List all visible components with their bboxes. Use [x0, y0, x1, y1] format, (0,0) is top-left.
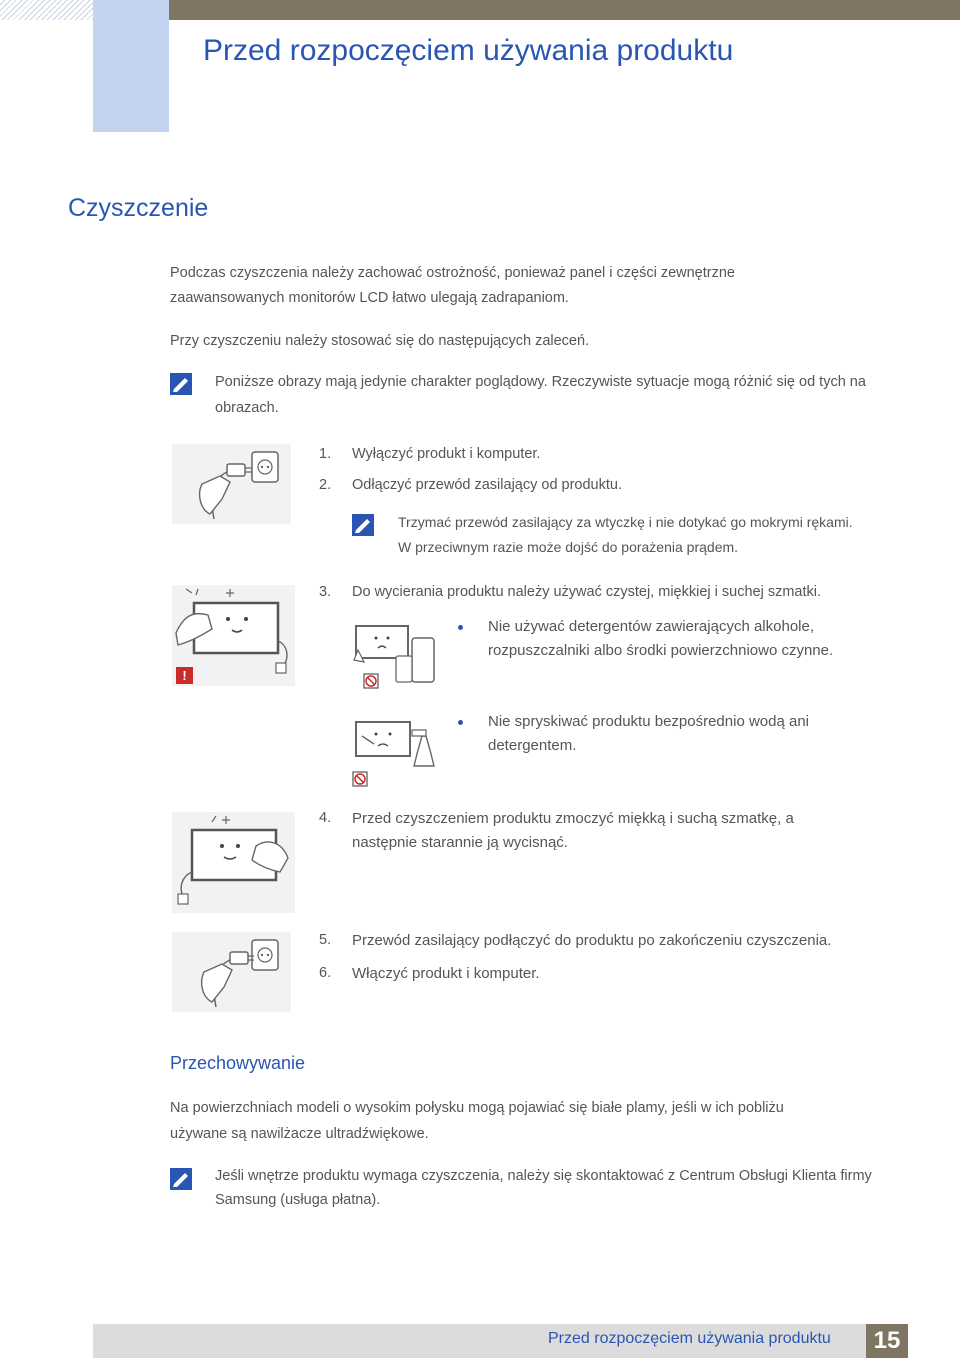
step-text: Wyłączyć produkt i komputer.	[352, 446, 541, 462]
detergent-illustration	[352, 620, 438, 692]
note-icon	[170, 373, 192, 395]
footer-title: Przed rozpoczęciem używania produktu	[548, 1330, 831, 1347]
step-number: 2.	[319, 477, 332, 493]
header-tab-decoration	[93, 0, 169, 132]
bullet2-text-line2: detergentem.	[488, 737, 577, 754]
step-number: 1.	[319, 446, 332, 462]
storage-note-line2: Samsung (usługa płatna).	[215, 1192, 381, 1208]
unplug-illustration	[172, 444, 291, 524]
page-title: Przed rozpoczęciem używania produktu	[203, 34, 734, 67]
note2-text-line1: Trzymać przewód zasilający za wtyczkę i nie dotykać go mokrymi rękami.	[398, 514, 853, 530]
bullet2-text-line1: Nie spryskiwać produktu bezpośrednio wodą ani	[488, 713, 810, 730]
plug-in-illustration	[172, 932, 291, 1012]
step-text: Do wycierania produktu należy używać czystej, miękkiej i suchej szmatki.	[352, 584, 822, 600]
storage-heading: Przechowywanie	[170, 1053, 306, 1073]
header-bar	[169, 0, 960, 20]
note1-text-line1: Poniższe obrazy mają jedynie charakter poglądowy. Rzeczywiste sytuacje mogą różnić się od tych na	[215, 374, 866, 390]
note2-text-line2: W przeciwnym razie może dojść do porażenia prądem.	[398, 539, 739, 555]
step-text: Przewód zasilający podłączyć do produktu po zakończeniu czyszczenia.	[352, 932, 832, 949]
bullet1-text-line2: rozpuszczalniki albo środki powierzchniowo czynne.	[488, 642, 834, 659]
storage-text-line1: Na powierzchniach modeli o wysokim połysku mogą pojawiać się białe plamy, jeśli w ich pobliżu	[170, 1100, 784, 1116]
step-text: Włączyć produkt i komputer.	[352, 965, 540, 982]
step-number: 3.	[319, 584, 332, 600]
warning-icon: !	[176, 667, 193, 684]
note-icon	[352, 514, 374, 536]
intro-text-line2: zaawansowanych monitorów LCD łatwo ulegają zadrapaniom.	[170, 290, 569, 306]
damp-cloth-illustration	[172, 812, 295, 913]
page-number: 15	[866, 1324, 908, 1358]
storage-note-line1: Jeśli wnętrze produktu wymaga czyszczenia, należy się skontaktować z Centrum Obsługi Klienta firmy	[215, 1168, 872, 1184]
intro-text-line1: Podczas czyszczenia należy zachować ostrożność, ponieważ panel i części zewnętrzne	[170, 265, 735, 281]
spray-illustration	[352, 716, 438, 790]
section-heading: Czyszczenie	[68, 194, 209, 222]
bullet-icon	[458, 625, 463, 630]
instruction-text: Przy czyszczeniu należy stosować się do następujących zaleceń.	[170, 333, 590, 349]
note-icon	[170, 1168, 192, 1190]
header-hatch-decoration	[0, 0, 93, 20]
storage-text-line2: używane są nawilżacze ultradźwiękowe.	[170, 1126, 429, 1142]
step-number: 6.	[319, 965, 332, 981]
step-text-line2: następnie starannie ją wycisnąć.	[352, 834, 568, 851]
step-text: Odłączyć przewód zasilający od produktu.	[352, 477, 622, 493]
bullet1-text-line1: Nie używać detergentów zawierających alkohole,	[488, 618, 815, 635]
step-text-line1: Przed czyszczeniem produktu zmoczyć miękką i suchą szmatkę, a	[352, 810, 794, 827]
step-number: 5.	[319, 932, 332, 948]
note1-text-line2: obrazach.	[215, 400, 279, 416]
step-number: 4.	[319, 810, 332, 826]
bullet-icon	[458, 720, 463, 725]
